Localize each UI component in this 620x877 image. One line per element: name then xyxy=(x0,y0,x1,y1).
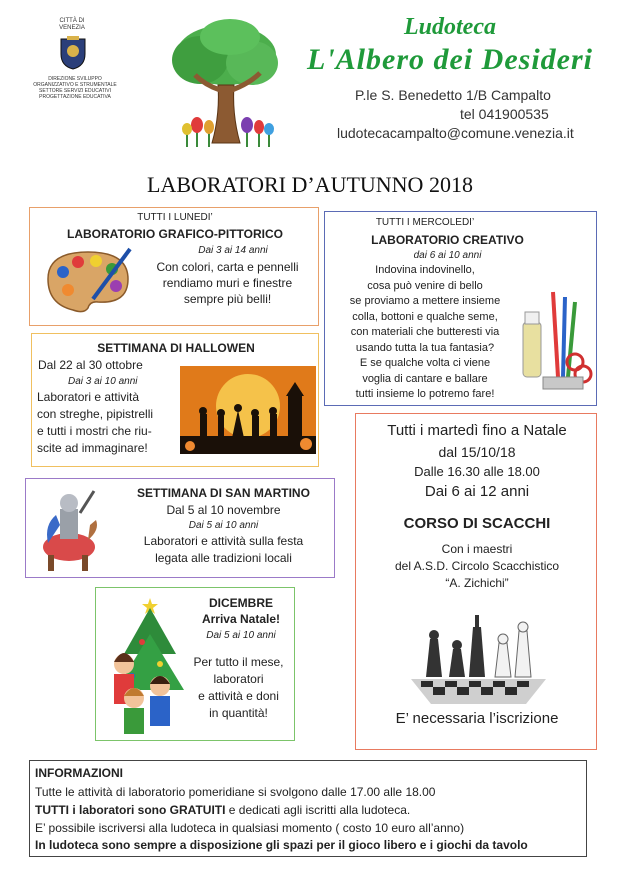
grafico-day: TUTTI I LUNEDI’ xyxy=(137,212,213,223)
creativo-line: cosa può venire di bello xyxy=(367,279,483,292)
scacchi-teachers-line: del A.S.D. Circolo Scacchistico xyxy=(394,559,560,573)
halloween-dates: Dal 22 al 30 ottobre xyxy=(38,358,143,372)
halloween-line: Laboratori e attività xyxy=(37,390,140,404)
halloween-ages: Dai 3 ai 10 anni xyxy=(68,376,138,387)
halloween-scene-icon xyxy=(180,366,316,454)
halloween-line: con streghe, pipistrelli xyxy=(37,407,154,421)
chess-pieces-icon xyxy=(411,609,546,704)
dicembre-subtitle: Arriva Natale! xyxy=(201,612,281,626)
box-grafico-pittorico xyxy=(29,207,319,326)
creativo-line: tutti insieme lo potremo fare! xyxy=(355,388,495,400)
halloween-line: scite ad immaginare! xyxy=(37,441,148,455)
city-dept-line: SETTORE SERVIZI EDUCATIVI xyxy=(39,88,111,94)
creativo-line: usando tutta la tua fantasia? xyxy=(355,341,495,354)
scacchi-note: E’ necessaria l’iscrizione xyxy=(395,710,559,727)
info-title: INFORMAZIONI xyxy=(35,766,123,780)
tree-illustration xyxy=(160,15,295,165)
scacchi-hours: Dalle 16.30 alle 18.00 xyxy=(414,464,540,479)
ludoteca-name: L'Albero dei Desideri xyxy=(307,43,593,76)
creativo-title: LABORATORIO CREATIVO xyxy=(371,233,524,247)
box-scacchi xyxy=(355,413,597,750)
grafico-line: rendiamo muri e finestre xyxy=(162,276,293,290)
scacchi-from: dal 15/10/18 xyxy=(438,444,516,460)
grafico-ages: Dai 3 ai 14 anni xyxy=(198,245,268,256)
creativo-line: con materiali che butteresti via xyxy=(350,326,500,338)
san-martino-title: SETTIMANA DI SAN MARTINO xyxy=(137,486,310,500)
san-martino-line: legata alle tradizioni locali xyxy=(155,551,292,565)
dicembre-line: Per tutto il mese, xyxy=(193,655,284,669)
info-line-3: E’ possibile iscriversi alla ludoteca in qualsiasi momento ( costo 10 euro all’anno) xyxy=(35,821,465,835)
info-line-1: Tutte le attività di laboratorio pomeridiane si svolgono dalle 17.00 alle 18.00 xyxy=(35,785,436,799)
creativo-line: voglia di cantare e ballare xyxy=(362,372,488,385)
city-logo xyxy=(30,18,120,108)
creativo-ages: dai 6 ai 10 anni xyxy=(413,250,482,261)
craft-supplies-icon xyxy=(513,282,593,392)
phone: tel 041900535 xyxy=(460,106,549,122)
grafico-title: LABORATORIO GRAFICO-PITTORICO xyxy=(67,227,283,241)
box-creativo xyxy=(324,211,597,406)
info-line-2 xyxy=(35,803,410,817)
scacchi-teachers xyxy=(356,541,598,592)
creativo-line: colla, bottoni e qualche seme, xyxy=(352,310,498,323)
dicembre-title: DICEMBRE xyxy=(208,596,273,610)
city-logo-text: CITTÀ DI VENEZIA xyxy=(59,18,85,31)
creativo-line: se proviamo a mettere insieme xyxy=(349,295,501,307)
dicembre-line: e attività e doni xyxy=(198,689,279,703)
city-dept-line: DIREZIONE SVILUPPO xyxy=(48,76,102,82)
email[interactable]: ludotecacampalto@comune.venezia.it xyxy=(337,125,574,141)
dicembre-ages: Dai 5 ai 10 anni xyxy=(206,630,276,641)
halloween-text xyxy=(37,389,187,457)
paint-palette-icon xyxy=(38,244,138,314)
san-martino-knight-icon xyxy=(36,485,102,573)
dicembre-line: laboratori xyxy=(213,672,264,686)
box-san-martino xyxy=(25,478,335,578)
san-martino-text xyxy=(116,533,331,567)
creativo-text xyxy=(325,263,525,403)
halloween-line: e tutti i mostri che riu- xyxy=(37,424,152,438)
scacchi-ages: Dai 6 ai 12 anni xyxy=(424,483,530,500)
address: P.le S. Benedetto 1/B Campalto xyxy=(355,87,551,103)
info-line-2-bold: TUTTI i laboratori sono GRATUITI xyxy=(35,803,226,817)
grafico-text xyxy=(140,259,315,307)
box-dicembre xyxy=(95,587,295,741)
san-martino-ages: Dai 5 ai 10 anni xyxy=(188,520,259,531)
dicembre-line: in quantità! xyxy=(209,706,268,720)
halloween-title: SETTIMANA DI HALLOWEN xyxy=(97,341,255,355)
grafico-line: Con colori, carta e pennelli xyxy=(156,260,299,274)
grafico-line: sempre più belli! xyxy=(183,292,272,306)
creativo-line: E se qualche volta ci viene xyxy=(359,357,491,369)
dicembre-text xyxy=(181,654,296,722)
scacchi-title: CORSO DI SCACCHI xyxy=(403,515,551,532)
venice-crest-icon xyxy=(58,36,88,70)
creativo-line: Indovina indovinello, xyxy=(375,264,475,276)
info-box xyxy=(29,760,587,857)
ludoteca-label: Ludoteca xyxy=(404,14,496,40)
san-martino-line: Laboratori e attività sulla festa xyxy=(143,534,304,548)
city-dept-text xyxy=(30,76,120,100)
box-halloween xyxy=(31,333,319,467)
san-martino-dates: Dal 5 al 10 novembre xyxy=(166,503,281,517)
scacchi-intro: Tutti i martedì fino a Natale xyxy=(387,422,567,439)
creativo-day: TUTTI I MERCOLEDI’ xyxy=(375,217,475,228)
scacchi-teachers-line: “A. Zichichi” xyxy=(445,576,509,590)
info-line-4: In ludoteca sono sempre a disposizione gli spazi per il gioco libero e i giochi da tavolo xyxy=(35,838,528,852)
city-dept-line: ORGANIZZATIVO E STRUMENTALE xyxy=(33,82,117,88)
city-dept-line: PROGETTAZIONE EDUCATIVA xyxy=(39,94,111,100)
christmas-kids-icon xyxy=(102,594,184,736)
info-line-2-rest: e dedicati agli iscritti alla ludoteca. xyxy=(225,803,411,817)
scacchi-teachers-line: Con i maestri xyxy=(441,542,513,556)
page-title: LABORATORI D’AUTUNNO 2018 xyxy=(147,172,473,197)
